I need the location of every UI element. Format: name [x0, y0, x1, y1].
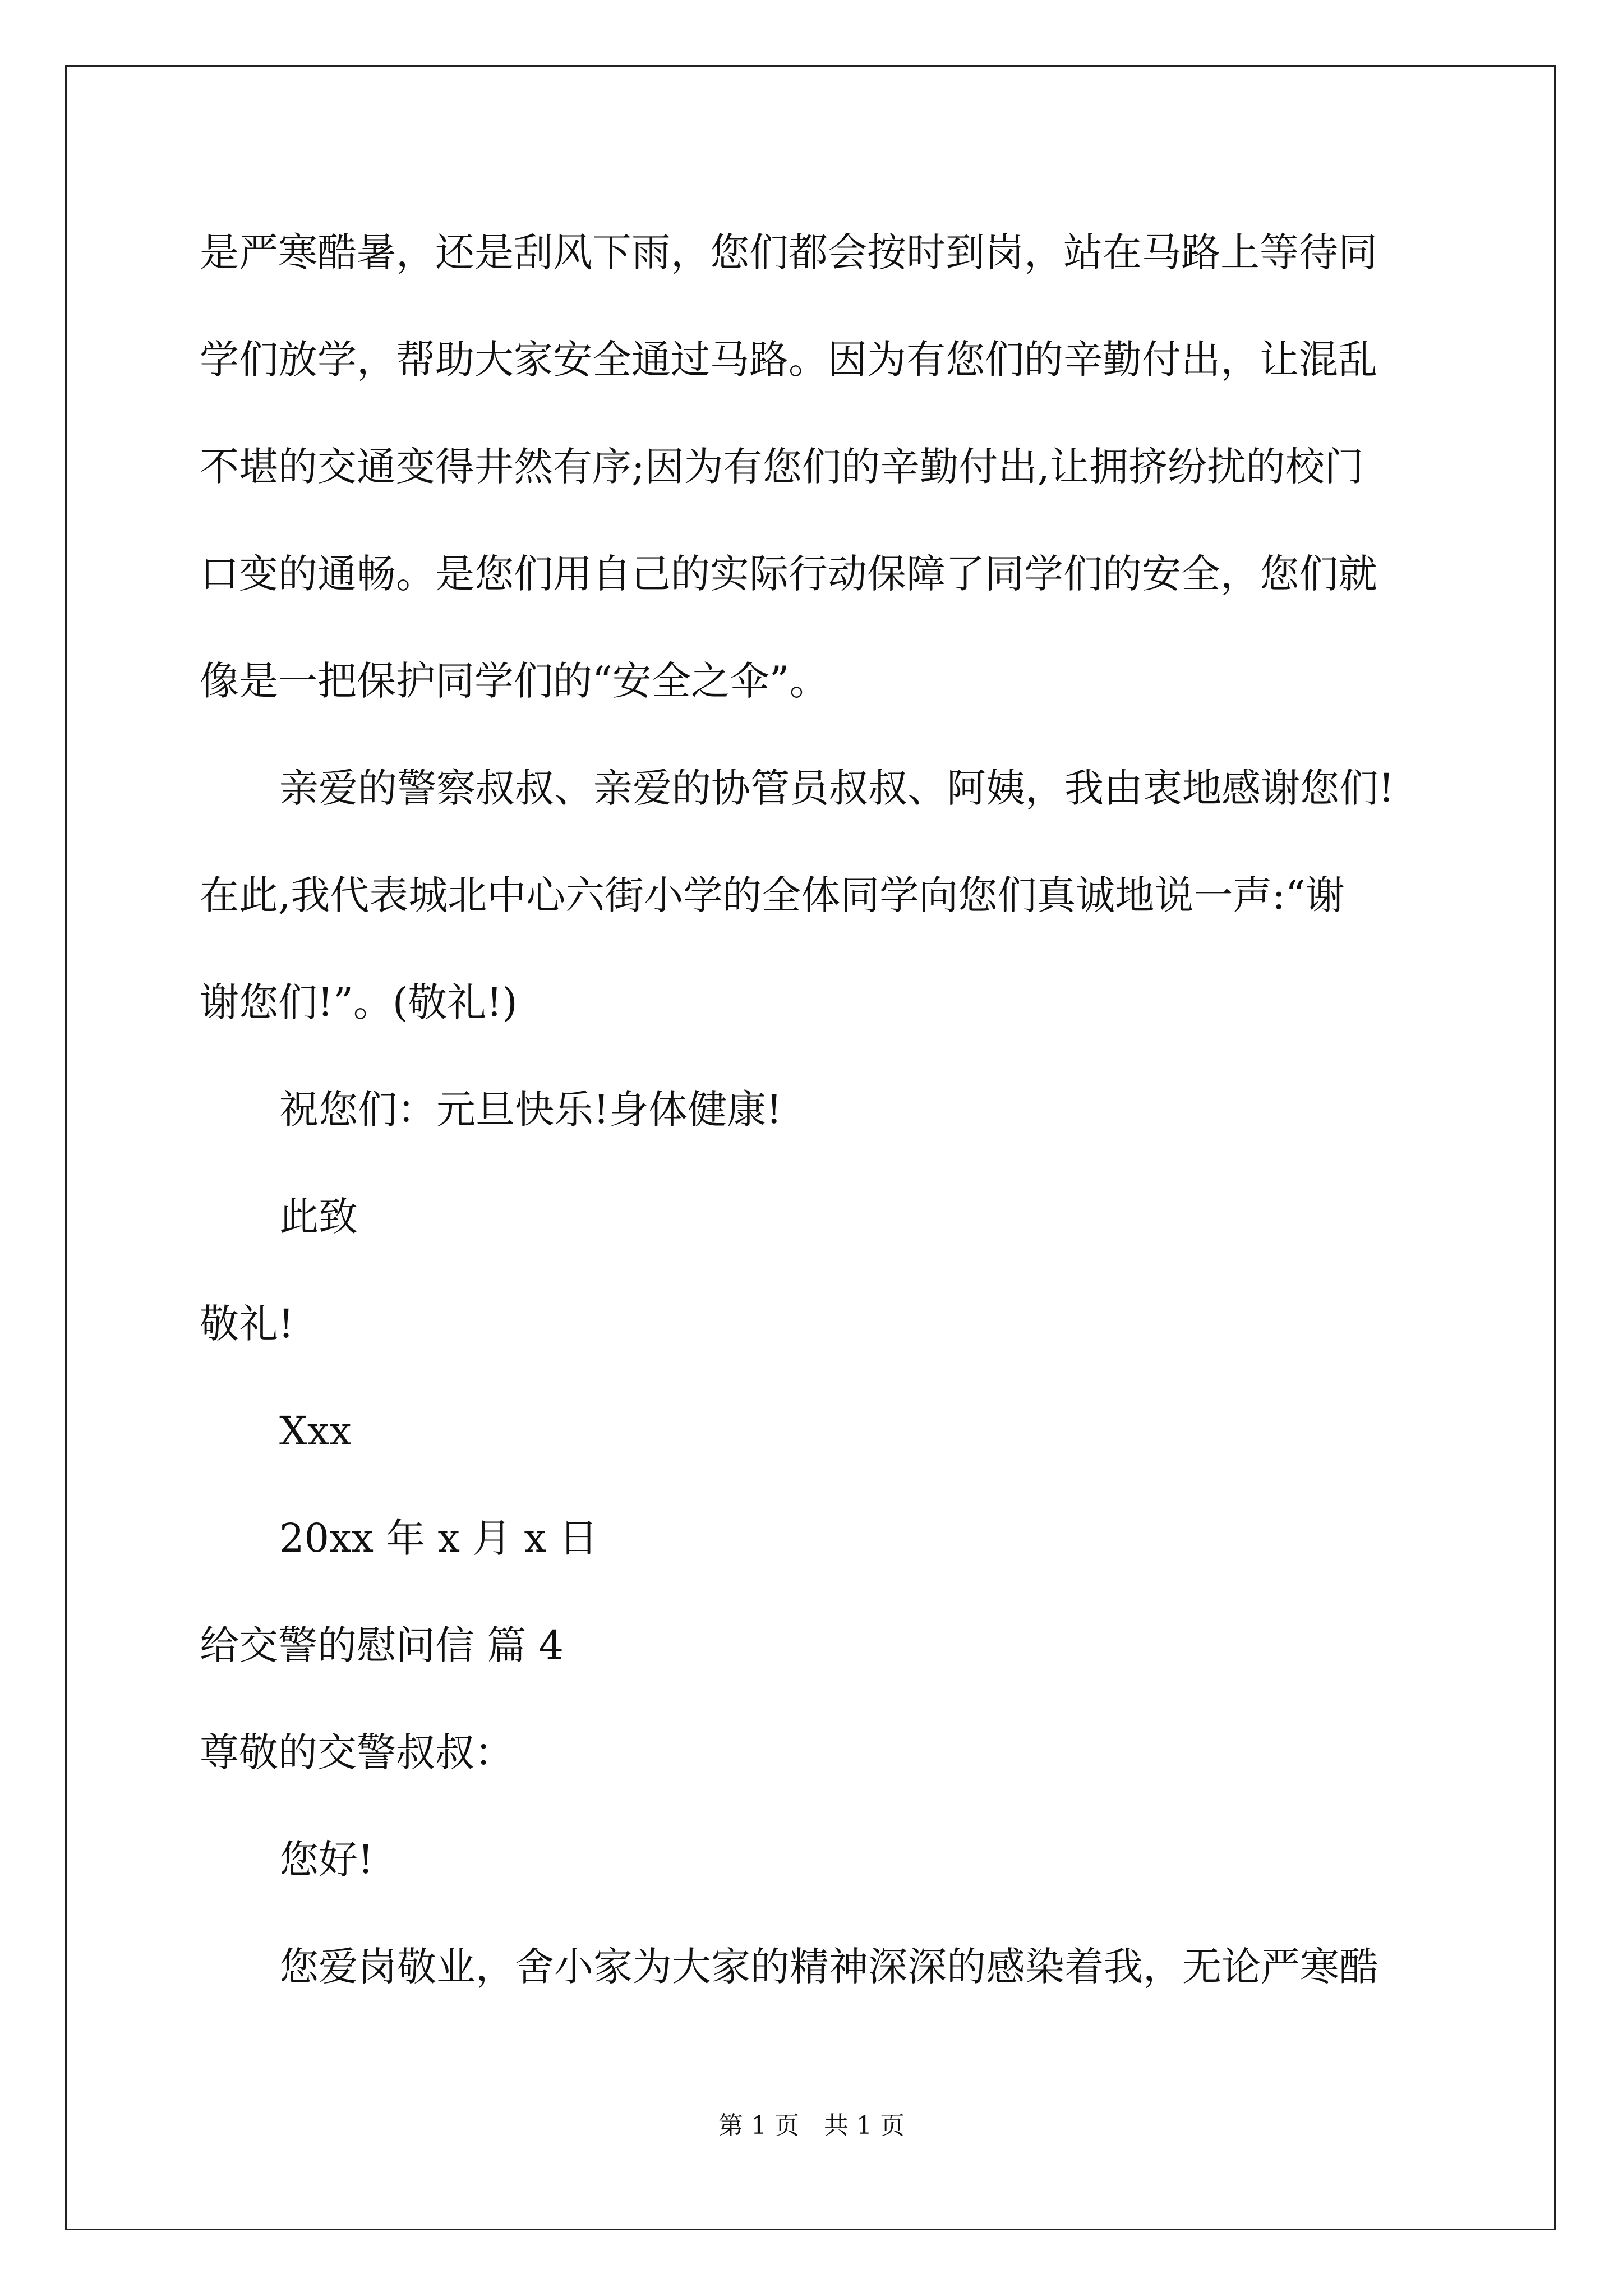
- date-line: 20xx 年 x 月 x 日: [279, 1515, 598, 1561]
- paragraph-line: 口变的通畅。是您们用自己的实际行动保障了同学们的安全，您们就: [200, 551, 1377, 597]
- paragraph-line: 学们放学，帮助大家安全通过马路。因为有您们的辛勤付出，让混乱: [200, 337, 1377, 383]
- closing-wish: 祝您们：元旦快乐!身体健康!: [279, 1087, 782, 1133]
- paragraph-line: 谢您们!”。(敬礼!): [200, 979, 518, 1025]
- greeting: 您好!: [279, 1837, 374, 1883]
- paragraph-line: 在此,我代表城北中心六街小学的全体同学向您们真诚地说一声:“谢: [200, 872, 1345, 918]
- paragraph-line: 不堪的交通变得井然有序;因为有您们的辛勤付出,让拥挤纷扰的校门: [200, 444, 1364, 490]
- paragraph-line: 是严寒酷暑，还是刮风下雨，您们都会按时到岗，站在马路上等待同: [200, 229, 1377, 275]
- page-number: 第 1 页 共 1 页: [718, 2111, 905, 2140]
- closing-salutation: 此致: [279, 1194, 358, 1240]
- page-frame: [65, 65, 1556, 2230]
- letter-salutation: 尊敬的交警叔叔：: [200, 1729, 514, 1775]
- closing-respect: 敬礼!: [200, 1301, 294, 1347]
- section-heading: 给交警的慰问信 篇 4: [200, 1622, 564, 1668]
- paragraph-line: 像是一把保护同学们的“安全之伞”。: [200, 658, 829, 704]
- paragraph-line: 亲爱的警察叔叔、亲爱的协管员叔叔、阿姨，我由衷地感谢您们!: [279, 765, 1395, 811]
- paragraph-line: 您爱岗敬业，舍小家为大家的精神深深的感染着我，无论严寒酷: [279, 1944, 1378, 1990]
- signature: Xxx: [279, 1408, 352, 1454]
